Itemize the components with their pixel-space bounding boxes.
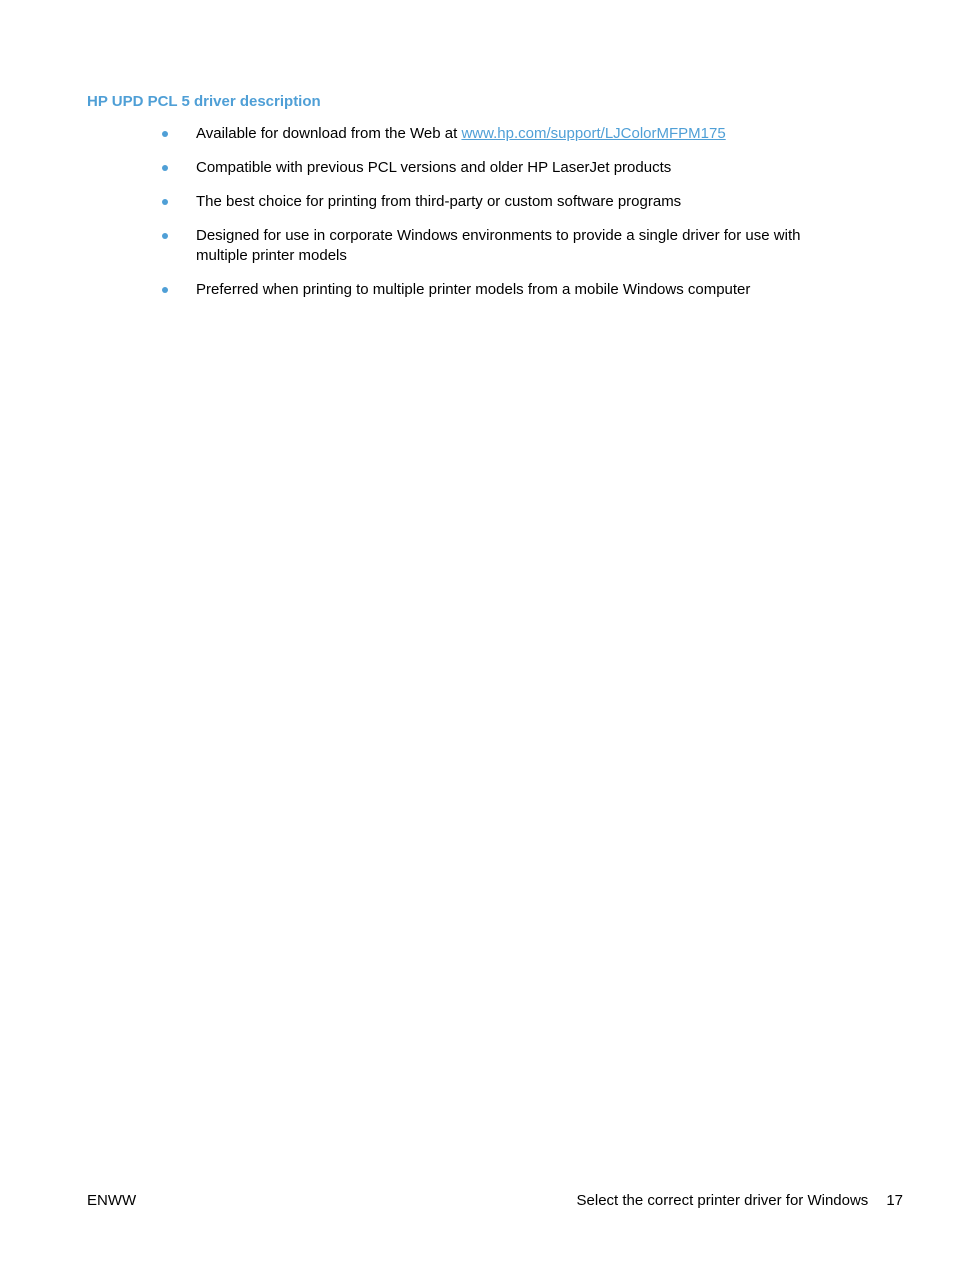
list-item	[0, 192, 954, 212]
bullet-dot-icon	[162, 287, 168, 293]
bullet-dot-icon	[162, 165, 168, 171]
list-item	[0, 226, 954, 266]
bullet-text: Available for download from the Web at	[196, 125, 462, 142]
footer-chapter-info	[577, 1192, 903, 1209]
footer-chapter-title: Select the correct printer driver for Windows	[576, 1192, 869, 1209]
list-item	[0, 158, 954, 178]
bullet-text: Preferred when printing to multiple printer models from a mobile Windows computer	[196, 281, 751, 298]
bullet-dot-icon	[162, 131, 168, 137]
list-item	[0, 280, 954, 300]
list-item	[0, 124, 954, 144]
footer-locale: ENWW	[87, 1192, 137, 1209]
support-link[interactable]: www.hp.com/support/LJColorMFPM175	[461, 125, 726, 142]
bullet-dot-icon	[162, 233, 168, 239]
bullet-dot-icon	[162, 199, 168, 205]
section-heading: HP UPD PCL 5 driver description	[87, 93, 321, 110]
bullet-list	[0, 124, 954, 314]
bullet-text: The best choice for printing from third-party or custom software programs	[196, 193, 682, 210]
bullet-text: Designed for use in corporate Windows environments to provide a single driver for use with multiple printer models	[196, 227, 801, 264]
bullet-text: Compatible with previous PCL versions and older HP LaserJet products	[196, 159, 672, 176]
page-number: 17	[886, 1192, 903, 1209]
